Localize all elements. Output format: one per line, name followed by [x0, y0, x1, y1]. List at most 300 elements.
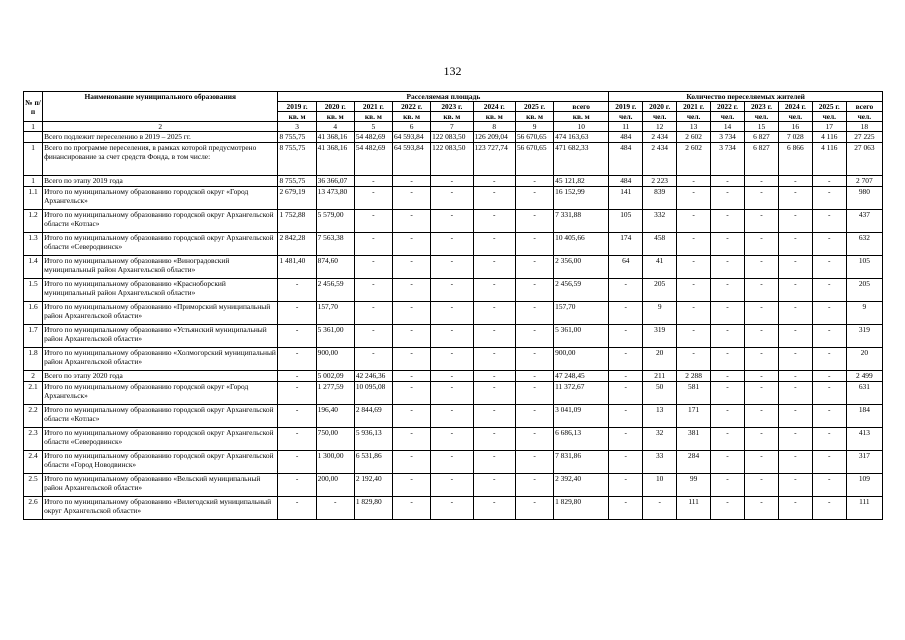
column-index-cell: 5	[354, 122, 392, 132]
area-value-cell: -	[354, 256, 392, 279]
people-value-cell: 105	[846, 256, 882, 279]
people-value-cell: -	[744, 451, 778, 474]
people-value-cell: -	[812, 474, 846, 497]
people-value-cell: -	[711, 279, 745, 302]
area-value-cell: -	[473, 302, 515, 325]
people-value-cell: 20	[643, 348, 677, 371]
column-index-cell: 1	[24, 122, 43, 132]
table-row	[24, 405, 883, 428]
people-value-cell: 27 063	[846, 143, 882, 176]
people-value-cell: 111	[677, 497, 711, 520]
table-row	[24, 348, 883, 371]
people-value-cell: 3 734	[711, 132, 745, 143]
people-value-cell: 317	[846, 451, 882, 474]
area-value-cell: 157,70	[554, 302, 609, 325]
area-value-cell: 56 670,65	[515, 132, 553, 143]
people-value-cell: -	[744, 302, 778, 325]
area-value-cell: -	[278, 474, 316, 497]
area-value-cell: -	[431, 279, 473, 302]
people-unit-header: чел.	[846, 112, 882, 122]
area-value-cell: 8 755,75	[278, 143, 316, 176]
people-value-cell: 105	[609, 210, 643, 233]
people-year-header: 2024 г.	[778, 102, 812, 112]
area-value-cell: -	[354, 279, 392, 302]
people-value-cell: 64	[609, 256, 643, 279]
municipality-name: Итого по муниципальному образованию городской округ Архангельской области «Город Новодвинск»	[43, 451, 278, 474]
people-value-cell: -	[711, 256, 745, 279]
area-value-cell: -	[354, 233, 392, 256]
area-value-cell: 7 831,86	[554, 451, 609, 474]
area-value-cell: 2 456,59	[316, 279, 354, 302]
row-number: 2.3	[24, 428, 43, 451]
area-value-cell: 10 095,08	[354, 382, 392, 405]
area-value-cell: -	[392, 405, 430, 428]
people-value-cell: -	[812, 325, 846, 348]
area-value-cell: -	[431, 348, 473, 371]
row-number: 1.5	[24, 279, 43, 302]
people-year-header: 2019 г.	[609, 102, 643, 112]
row-number: 1.3	[24, 233, 43, 256]
people-value-cell: -	[677, 256, 711, 279]
area-value-cell: -	[392, 256, 430, 279]
municipality-name: Итого по муниципальному образованию городской округ «Город Архангельск»	[43, 382, 278, 405]
area-value-cell: 64 593,84	[392, 143, 430, 176]
municipality-name: Итого по муниципальному образованию «Холмогорский муниципальный район Архангельской области»	[43, 348, 278, 371]
area-value-cell: -	[515, 474, 553, 497]
people-value-cell: -	[778, 497, 812, 520]
area-value-cell: -	[431, 474, 473, 497]
people-value-cell: -	[609, 371, 643, 382]
area-value-cell: -	[431, 176, 473, 187]
area-value-cell: -	[354, 187, 392, 210]
people-value-cell: -	[677, 187, 711, 210]
municipality-name: Итого по муниципальному образованию городской округ «Город Архангельск»	[43, 187, 278, 210]
area-value-cell: 126 209,04	[473, 132, 515, 143]
people-value-cell: -	[609, 325, 643, 348]
row-number: 1.4	[24, 256, 43, 279]
area-value-cell: -	[431, 325, 473, 348]
people-value-cell: -	[778, 187, 812, 210]
people-value-cell: -	[711, 348, 745, 371]
area-year-header: 2022 г.	[392, 102, 430, 112]
people-value-cell: -	[812, 233, 846, 256]
municipality-name: Итого по муниципальному образованию «Приморский муниципальный район Архангельской области»	[43, 302, 278, 325]
people-value-cell: -	[744, 497, 778, 520]
area-value-cell: -	[278, 382, 316, 405]
area-value-cell: -	[354, 210, 392, 233]
municipality-name: Итого по муниципальному образованию «Вилегодский муниципальный округ Архангельской области»	[43, 497, 278, 520]
people-value-cell: 171	[677, 405, 711, 428]
people-value-cell: 631	[846, 382, 882, 405]
people-value-cell: -	[711, 428, 745, 451]
people-value-cell: -	[744, 256, 778, 279]
people-value-cell: -	[609, 405, 643, 428]
column-index-cell: 4	[316, 122, 354, 132]
area-value-cell: -	[473, 474, 515, 497]
people-value-cell: -	[609, 302, 643, 325]
people-year-header: 2023 г.	[744, 102, 778, 112]
people-value-cell: -	[812, 451, 846, 474]
area-value-cell: -	[431, 405, 473, 428]
area-value-cell: -	[515, 210, 553, 233]
municipality-name: Итого по муниципальному образованию «Красноборский муниципальный район Архангельской области»	[43, 279, 278, 302]
area-value-cell: -	[278, 302, 316, 325]
people-value-cell: 184	[846, 405, 882, 428]
area-unit-header: кв. м	[473, 112, 515, 122]
people-value-cell: -	[778, 428, 812, 451]
area-value-cell: -	[515, 279, 553, 302]
area-value-cell: -	[473, 428, 515, 451]
row-number: 1.1	[24, 187, 43, 210]
area-value-cell: 2 679,19	[278, 187, 316, 210]
header-area-group: Расселяемая площадь	[278, 92, 609, 102]
area-value-cell: -	[392, 187, 430, 210]
people-value-cell: -	[778, 302, 812, 325]
area-value-cell: 200,00	[316, 474, 354, 497]
area-value-cell: -	[316, 497, 354, 520]
people-value-cell: -	[609, 474, 643, 497]
area-value-cell: 750,00	[316, 428, 354, 451]
people-value-cell: 2 223	[643, 176, 677, 187]
area-value-cell: -	[392, 474, 430, 497]
people-value-cell: -	[711, 405, 745, 428]
table-row	[24, 451, 883, 474]
people-value-cell: 9	[643, 302, 677, 325]
people-value-cell: -	[812, 428, 846, 451]
area-value-cell: -	[431, 497, 473, 520]
people-value-cell: -	[812, 256, 846, 279]
area-value-cell: 41 368,16	[316, 132, 354, 143]
area-year-header: 2021 г.	[354, 102, 392, 112]
header-index-row	[24, 122, 883, 132]
area-value-cell: 122 083,50	[431, 143, 473, 176]
people-value-cell: 205	[643, 279, 677, 302]
people-value-cell: -	[711, 302, 745, 325]
area-value-cell: 6 531,86	[354, 451, 392, 474]
area-unit-header: кв. м	[316, 112, 354, 122]
area-value-cell: 42 246,36	[354, 371, 392, 382]
area-value-cell: -	[473, 176, 515, 187]
table-body	[24, 132, 883, 520]
area-value-cell: 900,00	[554, 348, 609, 371]
people-value-cell: -	[744, 474, 778, 497]
area-value-cell: 5 361,00	[316, 325, 354, 348]
area-value-cell: 8 755,75	[278, 176, 316, 187]
area-value-cell: -	[278, 428, 316, 451]
area-value-cell: -	[473, 348, 515, 371]
people-value-cell: -	[744, 428, 778, 451]
table-row	[24, 187, 883, 210]
area-value-cell: 56 670,65	[515, 143, 553, 176]
area-value-cell: 900,00	[316, 348, 354, 371]
table-row	[24, 132, 883, 143]
people-value-cell: -	[778, 371, 812, 382]
people-unit-header: чел.	[643, 112, 677, 122]
people-value-cell: -	[711, 497, 745, 520]
area-value-cell: 122 083,50	[431, 132, 473, 143]
area-value-cell: -	[392, 497, 430, 520]
people-value-cell: -	[643, 497, 677, 520]
people-value-cell: -	[609, 497, 643, 520]
area-value-cell: 157,70	[316, 302, 354, 325]
area-unit-header: кв. м	[515, 112, 553, 122]
area-value-cell: -	[278, 279, 316, 302]
area-value-cell: -	[431, 371, 473, 382]
row-number: 2.4	[24, 451, 43, 474]
people-year-header: всего	[846, 102, 882, 112]
column-index-cell: 16	[778, 122, 812, 132]
area-value-cell: 1 300,00	[316, 451, 354, 474]
people-value-cell: -	[609, 279, 643, 302]
table-row	[24, 302, 883, 325]
area-value-cell: -	[515, 325, 553, 348]
area-value-cell: 1 829,80	[354, 497, 392, 520]
table-row	[24, 143, 883, 176]
column-index-cell: 9	[515, 122, 553, 132]
people-value-cell: -	[778, 405, 812, 428]
municipality-name: Итого по муниципальному образованию «Вельский муниципальный район Архангельской области»	[43, 474, 278, 497]
municipality-name: Итого по муниципальному образованию городской округ Архангельской области «Северодвинск»	[43, 428, 278, 451]
column-index-cell: 11	[609, 122, 643, 132]
people-value-cell: -	[677, 210, 711, 233]
people-value-cell: 2 602	[677, 132, 711, 143]
people-value-cell: -	[812, 187, 846, 210]
people-unit-header: чел.	[609, 112, 643, 122]
people-value-cell: 581	[677, 382, 711, 405]
area-value-cell: 471 682,33	[554, 143, 609, 176]
table-row	[24, 382, 883, 405]
column-index-cell: 18	[846, 122, 882, 132]
area-value-cell: -	[473, 325, 515, 348]
people-value-cell: 2 602	[677, 143, 711, 176]
area-value-cell: -	[278, 497, 316, 520]
area-value-cell: -	[431, 187, 473, 210]
area-value-cell: -	[473, 256, 515, 279]
area-value-cell: 13 473,80	[316, 187, 354, 210]
people-year-header: 2020 г.	[643, 102, 677, 112]
area-value-cell: 2 456,59	[554, 279, 609, 302]
people-unit-header: чел.	[744, 112, 778, 122]
people-value-cell: -	[677, 279, 711, 302]
people-value-cell: -	[677, 176, 711, 187]
people-value-cell: -	[778, 325, 812, 348]
municipality-name: Итого по муниципальному образованию городской округ Архангельской области «Северодвинск»	[43, 233, 278, 256]
people-year-header: 2022 г.	[711, 102, 745, 112]
area-value-cell: 45 121,82	[554, 176, 609, 187]
people-value-cell: -	[677, 302, 711, 325]
people-value-cell: -	[744, 176, 778, 187]
row-number: 2.6	[24, 497, 43, 520]
people-value-cell: -	[677, 348, 711, 371]
column-index-cell: 10	[554, 122, 609, 132]
table-row	[24, 371, 883, 382]
resettlement-table-wrapper	[23, 91, 883, 520]
area-year-header: 2020 г.	[316, 102, 354, 112]
people-value-cell: 980	[846, 187, 882, 210]
table-row	[24, 233, 883, 256]
column-index-cell: 2	[43, 122, 278, 132]
people-value-cell: 111	[846, 497, 882, 520]
area-value-cell: -	[515, 428, 553, 451]
people-value-cell: 7 028	[778, 132, 812, 143]
people-value-cell: 2 499	[846, 371, 882, 382]
people-value-cell: 319	[846, 325, 882, 348]
area-value-cell: -	[392, 325, 430, 348]
people-value-cell: 332	[643, 210, 677, 233]
people-unit-header: чел.	[677, 112, 711, 122]
municipality-name: Итого по муниципальному образованию «Виноградовский муниципальный район Архангельской области»	[43, 256, 278, 279]
area-value-cell: -	[354, 348, 392, 371]
people-value-cell: -	[711, 176, 745, 187]
people-value-cell: 141	[609, 187, 643, 210]
people-value-cell: 484	[609, 176, 643, 187]
table-row	[24, 256, 883, 279]
area-year-header: 2023 г.	[431, 102, 473, 112]
page-number: 132	[443, 64, 462, 78]
people-value-cell: 839	[643, 187, 677, 210]
people-value-cell: 109	[846, 474, 882, 497]
people-value-cell: 6 827	[744, 132, 778, 143]
municipality-name: Итого по муниципальному образованию «Устьянский муниципальный район Архангельской области»	[43, 325, 278, 348]
row-number: 1	[24, 176, 43, 187]
area-value-cell: 36 366,07	[316, 176, 354, 187]
area-value-cell: -	[392, 279, 430, 302]
people-value-cell: 33	[643, 451, 677, 474]
area-value-cell: -	[473, 187, 515, 210]
area-value-cell: -	[431, 382, 473, 405]
people-value-cell: -	[812, 405, 846, 428]
area-value-cell: -	[392, 233, 430, 256]
people-value-cell: -	[744, 348, 778, 371]
people-value-cell: 437	[846, 210, 882, 233]
people-value-cell: -	[778, 210, 812, 233]
people-value-cell: 6 866	[778, 143, 812, 176]
people-value-cell: 41	[643, 256, 677, 279]
area-value-cell: 8 755,75	[278, 132, 316, 143]
area-value-cell: 1 752,88	[278, 210, 316, 233]
area-value-cell: -	[392, 428, 430, 451]
row-number: 1.6	[24, 302, 43, 325]
people-value-cell: 2 434	[643, 143, 677, 176]
header-no: № п/п	[24, 92, 43, 122]
area-value-cell: 54 482,69	[354, 143, 392, 176]
area-value-cell: -	[431, 233, 473, 256]
table-row	[24, 428, 883, 451]
municipality-name: Итого по муниципальному образованию городской округ Архангельской области «Котлас»	[43, 210, 278, 233]
people-value-cell: -	[711, 474, 745, 497]
people-value-cell: -	[744, 382, 778, 405]
people-value-cell: -	[711, 382, 745, 405]
row-number: 1.2	[24, 210, 43, 233]
area-value-cell: -	[515, 451, 553, 474]
people-value-cell: -	[711, 233, 745, 256]
area-unit-header: кв. м	[278, 112, 316, 122]
people-value-cell: -	[609, 348, 643, 371]
people-value-cell: 381	[677, 428, 711, 451]
area-value-cell: -	[278, 451, 316, 474]
row-number: 2.1	[24, 382, 43, 405]
people-value-cell: -	[812, 382, 846, 405]
people-value-cell: -	[711, 325, 745, 348]
area-value-cell: -	[354, 302, 392, 325]
area-value-cell: 474 163,63	[554, 132, 609, 143]
row-number	[24, 132, 43, 143]
people-value-cell: -	[711, 187, 745, 210]
people-value-cell: 4 116	[812, 143, 846, 176]
header-people-group: Количество переселяемых жителей	[609, 92, 883, 102]
resettlement-table	[23, 91, 883, 520]
table-row	[24, 325, 883, 348]
area-value-cell: -	[515, 233, 553, 256]
area-value-cell: -	[473, 279, 515, 302]
area-value-cell: 5 002,09	[316, 371, 354, 382]
people-value-cell: -	[744, 233, 778, 256]
people-value-cell: 2 707	[846, 176, 882, 187]
people-value-cell: -	[778, 176, 812, 187]
column-index-cell: 12	[643, 122, 677, 132]
people-value-cell: -	[812, 210, 846, 233]
area-value-cell: 41 368,16	[316, 143, 354, 176]
area-value-cell: -	[392, 176, 430, 187]
people-value-cell: 632	[846, 233, 882, 256]
area-unit-header: кв. м	[354, 112, 392, 122]
area-value-cell: -	[473, 210, 515, 233]
people-value-cell: 32	[643, 428, 677, 451]
area-value-cell: 2 192,40	[354, 474, 392, 497]
area-value-cell: -	[392, 371, 430, 382]
people-value-cell: 174	[609, 233, 643, 256]
people-value-cell: 99	[677, 474, 711, 497]
column-index-cell: 6	[392, 122, 430, 132]
area-value-cell: -	[515, 348, 553, 371]
area-value-cell: -	[473, 371, 515, 382]
row-number: 2.5	[24, 474, 43, 497]
people-value-cell: 484	[609, 132, 643, 143]
area-value-cell: -	[515, 371, 553, 382]
people-value-cell: -	[744, 325, 778, 348]
people-value-cell: 3 734	[711, 143, 745, 176]
people-value-cell: 484	[609, 143, 643, 176]
people-value-cell: 2 434	[643, 132, 677, 143]
municipality-name: Всего по программе переселения, в рамках которой предусмотрено финансирование за счет средств Фонда, в том числе:	[43, 143, 278, 176]
area-value-cell: -	[473, 382, 515, 405]
people-value-cell: -	[812, 279, 846, 302]
area-year-header: всего	[554, 102, 609, 112]
area-unit-header: кв. м	[392, 112, 430, 122]
people-value-cell: -	[677, 325, 711, 348]
people-value-cell: 27 225	[846, 132, 882, 143]
area-year-header: 2024 г.	[473, 102, 515, 112]
column-index-cell: 7	[431, 122, 473, 132]
area-value-cell: -	[473, 497, 515, 520]
area-value-cell: -	[515, 187, 553, 210]
area-value-cell: 874,60	[316, 256, 354, 279]
people-value-cell: 50	[643, 382, 677, 405]
people-value-cell: -	[778, 279, 812, 302]
area-value-cell: -	[354, 325, 392, 348]
people-value-cell: -	[812, 176, 846, 187]
area-value-cell: -	[515, 382, 553, 405]
area-value-cell: -	[278, 405, 316, 428]
municipality-name: Всего по этапу 2019 года	[43, 176, 278, 187]
area-value-cell: 54 482,69	[354, 132, 392, 143]
area-value-cell: 5 361,00	[554, 325, 609, 348]
area-value-cell: -	[392, 451, 430, 474]
people-value-cell: -	[744, 187, 778, 210]
area-value-cell: -	[278, 325, 316, 348]
people-value-cell: -	[778, 474, 812, 497]
people-value-cell: 13	[643, 405, 677, 428]
